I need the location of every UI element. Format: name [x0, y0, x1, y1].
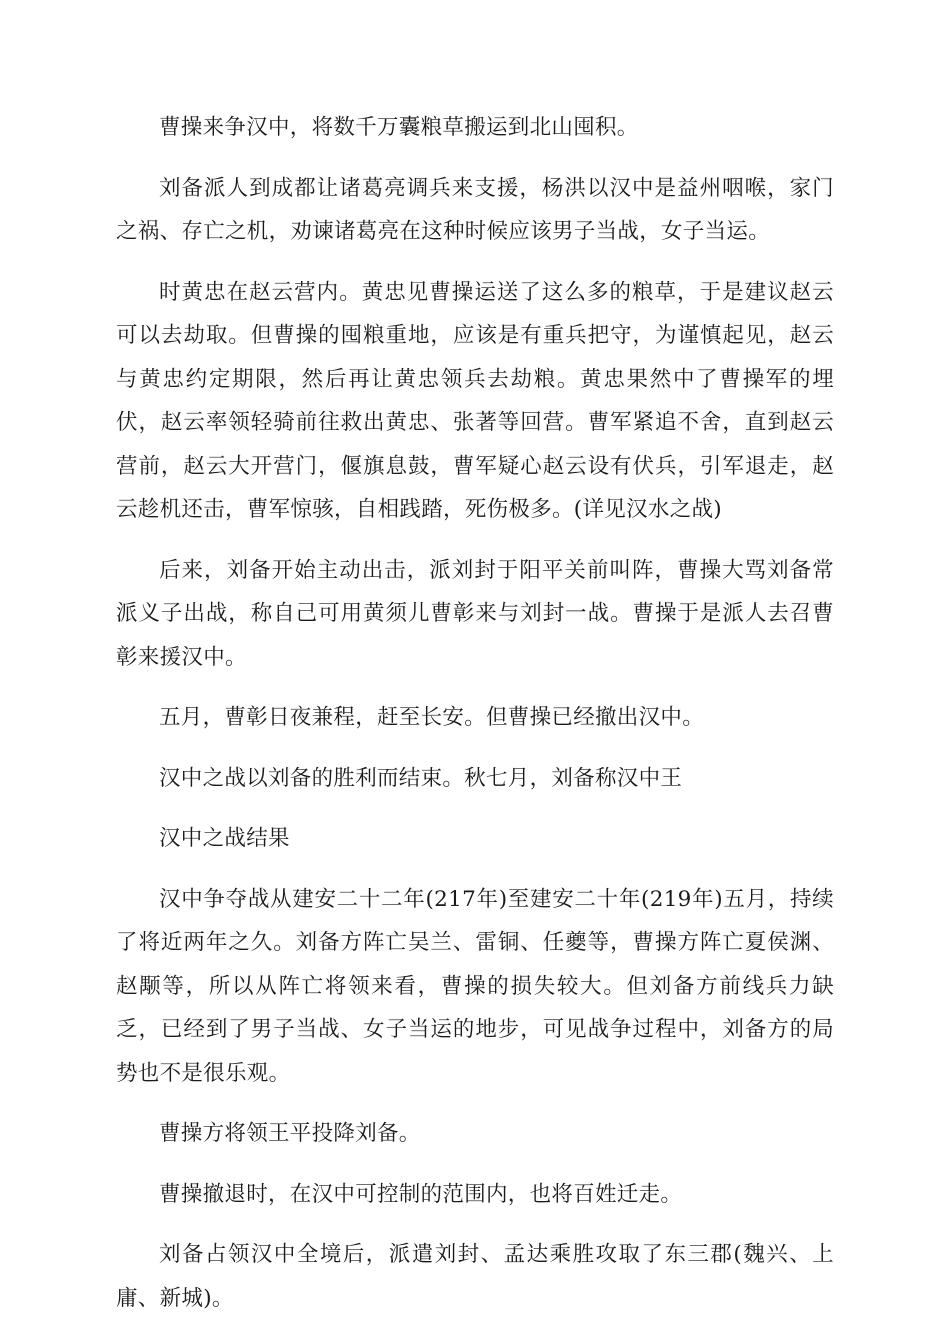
paragraph-5: 五月，曹彰日夜兼程，赶至长安。但曹操已经撤出汉中。	[159, 705, 705, 730]
document-body	[116, 106, 834, 1337]
paragraph-8: 曹操方将领王平投降刘备。	[159, 1121, 421, 1146]
section-heading: 汉中之战结果	[159, 826, 290, 851]
paragraph-6: 汉中之战以刘备的胜利而结束。秋七月，刘备称汉中王	[159, 765, 683, 791]
paragraph-9: 曹操撤退时，在汉中可控制的范围内，也将百姓迁走。	[159, 1181, 683, 1207]
paragraph-2: 刘备派人到成都让诸葛亮调兵来支援，杨洪以汉中是益州咽喉，家门之祸、存亡之机，劝谏诸葛亮在这种时候应该男子当战，女子当运。	[116, 175, 834, 244]
paragraph-3: 时黄忠在赵云营内。黄忠见曹操运送了这么多的粮草，于是建议赵云可以去劫取。但曹操的囤粮重地，应该是有重兵把守，为谨慎起见，赵云与黄忠约定期限，然后再让黄忠领兵去劫粮。黄忠果然中了曹操军的埋伏，赵云率领轻骑前往救出黄忠、张著等回营。曹军紧追不舍，直到赵云营前，赵云大开营门，偃旗息鼓，曹军疑心赵云设有伏兵，引军退走，赵云趁机还击，曹军惊骇，自相践踏，死伤极多。(详见汉水之战)	[116, 279, 834, 522]
paragraph-10: 刘备占领汉中全境后，派遣刘封、孟达乘胜攻取了东三郡(魏兴、上庸、新城)。	[116, 1242, 834, 1311]
paragraph-7: 汉中争夺战从建安二十二年(217年)至建安二十年(219年)五月，持续了将近两年之久。刘备方阵亡吴兰、雷铜、任夔等，曹操方阵亡夏侯渊、赵颙等，所以从阵亡将领来看，曹操的损失较大。但刘备方前线兵力缺乏，已经到了男子当战、女子当运的地步，可见战争过程中，刘备方的局势也不是很乐观。	[116, 886, 834, 1086]
paragraph-1: 曹操来争汉中，将数千万囊粮草搬运到北山囤积。	[159, 115, 639, 140]
paragraph-4: 后来，刘备开始主动出击，派刘封于阳平关前叫阵，曹操大骂刘备常派义子出战，称自己可用黄须儿曹彰来与刘封一战。曹操于是派人去召曹彰来援汉中。	[116, 557, 834, 670]
